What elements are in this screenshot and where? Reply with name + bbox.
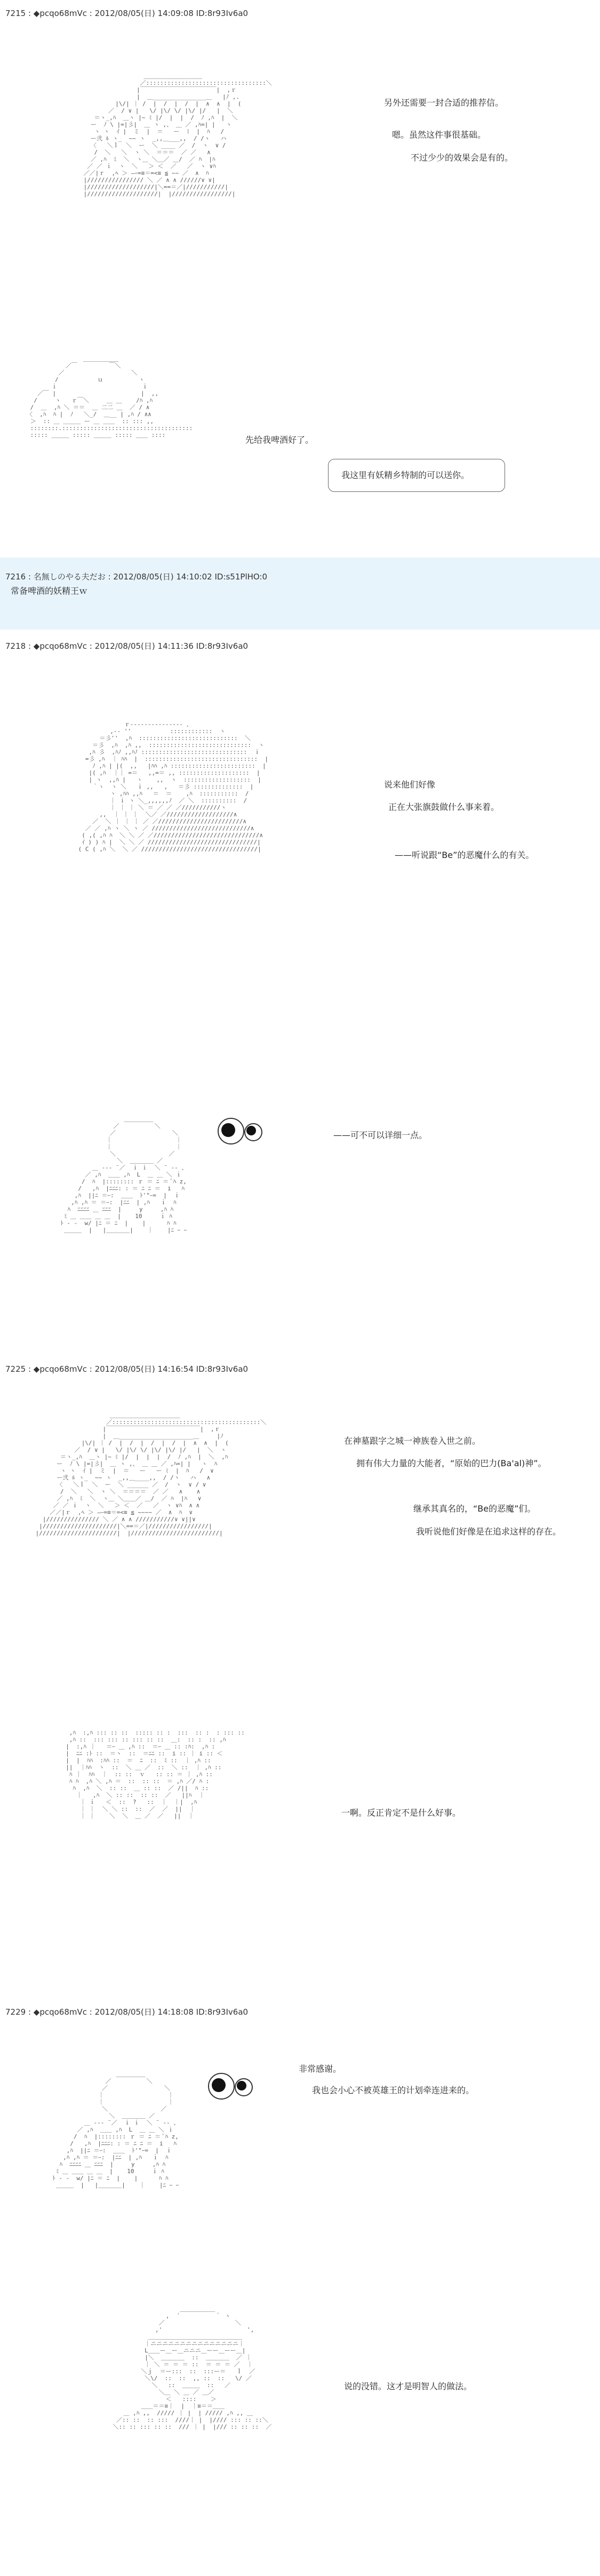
ascii-art-king-2: ＿＿＿＿＿＿＿＿＿＿＿＿ ／::::::::::::::::::::::::::::::::::::::::::＼ |￣￣￣￣￣￣￣￣￣￣￣￣￣￣￣￣| ,ｒ | ＿_____________________＿ |ﾉ |\/| ｜ / | / | / | / | ∧ ∧ | ( ／ / ∨ | \/ |\/ \/ |\/ |\/ |/ | ＼ ヽ ＝ヽ_,ﾊ ＿ヽ |~ ﾐ |/ | | | / ﾉ ,ﾊ | ＼ ,ﾊ ー ﾉ \ |=|彡| ＿ ヽ ,、 ＿ ＿ ／ ,ﾊ=| | ヽ ﾊ ヽ ヽ ｲ | ミ | ＝ ー ー ﾐ | ﾊ / ∨ ー弐 ﾙ ヽ_ ~~ ヽ _,,＿____,, / /ヽ ハ ∧ 〈 ＼ｌ ＼ ー ＼ ______ ／ / ヽ ∨ / ∨ / ＼ ＼ ヽ ＼ ＝＝＝＝ ／ ／ ∧ ∧ ／ ,ﾊ ﾐ ＼ ヽ＿ ＼＿＿／ ＿/ ／ ﾊ |ﾊ ∨ ／ ／ ｉ ヽ ＼ ＞ ＜ ／ ／ ヽ ∨ﾊ ∧ ∧ ／／|ｒ ,ﾍ ＞ ―ｰ=≡＝=<≡ ≦ ~~~~ ／ ∧ ﾊ ∨ |/////////////// ＼ ／ ∧ ∧ ///////////∨ ∨||∨ |/////////////////////|＼==＝／|/////////////////| |//////////////////////| |/////////////////////////| bbox=[35, 1412, 267, 1537]
post-name[interactable]: ◆pcqo68mVc bbox=[33, 641, 87, 651]
post-header-7218: 7218 : ◆pcqo68mVc : 2012/08/05(日) 14:11:36 ID:8r93Iv6a0 bbox=[5, 641, 249, 651]
post-date: 2012/08/05(日) 14:16:54 bbox=[94, 1364, 194, 1374]
ascii-art-creature-3: ＿＿＿＿＿ ／ ＼ ／ ＼ ｜ ｜ ｜ ｜ ＼ ／ ＼ ＿＿＿＿ ／ ＿ -‐‐ ¨／ ｉ ｉ ＼ ¨ ‐‐ 、 ／ ,ﾊ ＿＿ ,ﾊ L ＿ ＿ ＼ ｉ / ﾊ |:::::::: ｒ ＝ ﾆ ＝ ﾞﾊ z, / ,ﾊ |ﾆﾆﾆ: : ＝ ﾆ ﾆ ＝ i ﾊ ,ﾊ ||ﾆ ＝ｰ: ＿＿ ﾄ'"ｰ= | ｉ ,ﾊ ,ﾊ ＝ ＝ｰ: |ﾆﾆ | ,ﾊ ｉ ﾊ ﾊ ﾆﾆﾆﾆ ＿ ﾆﾆﾆ | y ,ﾊ ﾊ ﾐ ＿ ＿＿ ＿ ＿ | 10 ｉ ﾊ ﾄ ‐ ‐ w/ |ﾆ ＝ ﾆ | | ﾊ ﾊ ＿＿＿ | |＿＿＿＿| ｜ |ﾆ ｰ ｰ bbox=[52, 2071, 180, 2189]
post-date: 2012/08/05(日) 14:09:08 bbox=[94, 9, 194, 18]
post-name[interactable]: 名無しのやる夫だお bbox=[33, 572, 106, 582]
ascii-art-creature-2: ＿＿＿＿＿ ／ ＼ ／ ＼ ｜ ｜ ｜ ｜ ＼ ／ ＼ ＿＿＿＿ ／ ＿ -‐‐ ¨／ ｉ ｉ ＼ ¨ ‐‐ 、 ／ ,ﾊ ＿＿ ,ﾊ L ＿ ＿ ＼ ｉ / ﾊ |:::::::: ｒ ＝ ﾆ ＝ ﾞﾊ z, / ,ﾊ |ﾆﾆﾆ: : ＝ ﾆ ﾆ ＝ i ﾊ ,ﾊ ||ﾆ ＝ｰ: ＿＿ ﾄ'"ｰ= | ｉ ,ﾊ ,ﾊ ＝ ＝ｰ: |ﾆﾆ | ,ﾊ ｉ ﾊ ﾊ ﾆﾆﾆﾆ ＿ ﾆﾆﾆ | y ,ﾊ ﾊ ﾐ ＿ ＿＿ ＿ ＿ | 10 ｉ ﾊ ﾄ ‐ ‐ w/ |ﾆ ＝ ﾆ | | ﾊ ﾊ ＿＿＿ | |＿＿＿＿| ｜ |ﾆ ｰ ｰ bbox=[60, 1116, 188, 1234]
post-name[interactable]: ◆pcqo68mVc bbox=[33, 1364, 87, 1374]
post-id[interactable]: ID:8r93Iv6a0 bbox=[196, 9, 249, 18]
post-header-7215: 7215 : ◆pcqo68mVc : 2012/08/05(日) 14:09:08 ID:8r93Iv6a0 bbox=[5, 9, 249, 18]
post-date: 2012/08/05(日) 14:10:02 bbox=[113, 572, 212, 582]
dialogue-line: 拥有伟大力量的大能者，“原始的巴力(Ba'al)神”。 bbox=[356, 1458, 547, 1468]
dialogue-line: 说的没错。这才是明智人的做法。 bbox=[344, 2381, 473, 2391]
dialogue-line: 正在大张旗鼓做什么事来着。 bbox=[388, 802, 500, 812]
dialogue-line: 继承其真名的，“Be的恶魔”们。 bbox=[413, 1504, 536, 1514]
bubble-text: 我这里有妖精乡特制的可以送你。 bbox=[341, 470, 470, 480]
dialogue-line: 一啊。反正肯定不是什么好事。 bbox=[341, 1808, 461, 1818]
ascii-art-hat-figure: ＿＿＿＿＿＿ , ´ ｀ ヽ ／ ＼ ,' ', ＿＿＿＿＿＿＿＿＿＿＿＿＿＿＿＿ ｜ニニニニニニニニニニニニニニニ｜ L＿＿ー＿ー＿ニニニ＿ーー＿ーー＿| |＼ ＿＿＿＿ :: ＿＿＿＿ ／ ｜ ｜ ＼ ＝ ＝ ＝ :: ＝ ＝ ＝ ／ ｜ ＼ｊ ＝ー::: :: :::ー＝ ｌ ／ ＼\/ :: :: ,, :: :: \/ ／ ＼ :: ＿＿＿ :: ／ ＼＿ ＼ ＿ ／ ＿／ ＜ :::: ＞ ＿＿＝＝≡｜ | ｜≡＝＝＿＿ ＿ ,ﾊ ,, ///// ｜ | | ///// ,ﾊ ,, ＿ ／:: :: :: ::: ////｜ | |//// ::: :: ::＼ ＼:: :: ::: :: :: /// ｜ | |/// :: :: :: ／ bbox=[113, 2305, 272, 2430]
post-number: 7216 bbox=[5, 572, 26, 582]
post-date: 2012/08/05(日) 14:18:08 bbox=[94, 2007, 194, 2017]
dialogue-line: 另外还需要一封合适的推荐信。 bbox=[384, 98, 504, 108]
post-name[interactable]: ◆pcqo68mVc bbox=[33, 9, 87, 18]
dialogue-line: 我也会小心不被英雄王的计划牵连进来的。 bbox=[312, 2085, 475, 2095]
ascii-art-villain: ,ﾊ :,ﾊ ::: :: :: ::::: :: : ::: :: : : ::: :: ,ﾊ :: ::: ::: :: ::: :: :: ＿: :: : :: ,ﾊ | :,ﾊ ｜ ＝ｰ ＿ ,ﾊ :: ＝ｰ ＿ :: :ﾊ: ,ﾊ : | ﾆﾆ :ﾄ :: ＝ヽ :: ＝ﾆﾆ :: i :: ｜ i :: ＜ | | ﾊﾊ :ﾊﾊ :: ＝ ﾆ :: ﾐ :: ｜ ,ﾊ :: || ｜ﾊﾊ ヽ :: ＼ ＿ ／ :: ＼ :: ｜ ,ﾊ :: ﾊ ｜ ﾊﾊ ｜ :: :: ｖ :: :: ＝ ｜ ,ﾊ :: ﾊ ﾊ ,ﾊ ＼ ,ﾊ ＝ :: :: :: ＝ ,ﾊ ／/ ﾊ : ﾊ ,ﾊ ＼ :: :: ＿ :: :: ／ /|| ﾊ :: ｜ ,ﾊ ＼ :: :: :: :: ／ ||ﾊ ｜ ｜ ｉ ＜ :: ? :: ｜ ｜| ,ﾊ ｜ ｜ ＼ ＼ :: :: ／ ／ || ｜ ｜ ｜ ＼ ＼ ＿ ／ ／ || ｜ bbox=[66, 1729, 245, 1819]
post-header-7229: 7229 : ◆pcqo68mVc : 2012/08/05(日) 14:18:08 ID:8r93Iv6a0 bbox=[5, 2007, 249, 2017]
reply-text: 常备啤酒的妖精王ｗ bbox=[11, 586, 88, 596]
post-date: 2012/08/05(日) 14:11:36 bbox=[94, 641, 194, 651]
post-number: 7218 bbox=[5, 641, 26, 651]
dialogue-line: 先给我啤酒好了。 bbox=[245, 435, 314, 445]
dialogue-line: 在神墓跟字之城一神族卷入世之前。 bbox=[344, 1436, 481, 1446]
post-number: 7215 bbox=[5, 9, 26, 18]
dialogue-line: 非常感谢。 bbox=[299, 2064, 342, 2074]
post-id[interactable]: ID:8r93Iv6a0 bbox=[196, 2007, 249, 2017]
post-header-7225: 7225 : ◆pcqo68mVc : 2012/08/05(日) 14:16:54 ID:8r93Iv6a0 bbox=[5, 1364, 249, 1374]
dialogue-line: ——听说跟“Be”的恶魔什么的有关。 bbox=[395, 850, 534, 860]
ascii-art-king-1: ＿＿＿＿＿＿＿＿＿＿ ／::::::::::::::::::::::::::::::::::＼ |￣￣￣￣￣￣￣￣￣￣￣￣￣| ,ｒ | ＿_______________＿ |ﾉ ,. |\/| ｜ / | / | / | ∧ ∧ | ( ／ / ∨ | \/ |\/ \/ |\/ |/ | ＼ ＝ヽ_,ﾊ ＿ヽ |~ ﾐ |/ | | / ﾉ ,ﾊ | ＼ ー ﾉ \ |=|彡| ＿ ヽ ,、 ＿ ／ ,ﾊ=| | ヽ ヽ ヽ ｲ | ミ | ＝ ー ﾐ | ﾊ / ー弐 ﾙ ヽ_ ~~ ヽ _,,＿___,, / /ヽ ハ 〈 ＼ｌ ＼ ー ＼ ____ ／ / ヽ ∨ / / ＼ ＼ ヽ ＼ ＝＝＝ ／ ／ ∧ ／ ,ﾊ ﾐ ＼ ヽ＿ ＼＿／ ＿/ ／ ﾊ |ﾊ ／ ／ ｉ ヽ ＼ ＞ ＜ ／ ／ ヽ ∨ﾊ ／／|ｒ ,ﾍ ＞ ―ｰ=≡＝=<≡ ≦ ~~ ／ ∧ ﾊ |//////////////// ＼ ／ ∧ ∧ //////∨ ∨| |///////////////////|＼==＝／|///////////| |////////////////////| |/////////////////| bbox=[83, 73, 272, 197]
post-number: 7229 bbox=[5, 2007, 26, 2017]
reply-band bbox=[0, 558, 600, 630]
dialogue-line: 嗯。虽然这件事很基础。 bbox=[392, 130, 486, 140]
dialogue-line: ——可不可以详细一点。 bbox=[333, 1130, 428, 1140]
post-id[interactable]: ID:8r93Iv6a0 bbox=[196, 1364, 249, 1374]
post-name[interactable]: ◆pcqo68mVc bbox=[33, 2007, 87, 2017]
ascii-art-man: ｒ‐‐‐‐‐‐‐‐‐‐‐‐‐‐‐ 、 ,-‐ '' :::::::::::: ヽ ＝彡'' ,ﾊ :::::::::::::::::::::::::::: ＼ ＝彡 ,ﾊ ,ﾊ ,, ::::::::::::::::::::::::::::: ヽ ,ﾊ 彡 ,ﾊﾉ ,,ﾊﾉ :::::::::::::::::::::::::::::: ｉ =彡 ,ﾊ ｜ ﾊﾊ | :::::::::::::::::::::::::::::::: | ﾉ ,ﾊ | |( ,, |ﾊﾊ ,ﾊ :::::::::::::::::::::::: | |( ,ﾊ ｜｜ =＝ ,,=＝ ,, :::::::::::::::::::: | | ヽ ,,ﾊ | ヽ ,, ヽ ::::::::::::::::::: | ｀ヽ ヽ ＼ ｉ ,, , ＝彡 :::::::::::::: | ヽ ,ﾊﾊ ,,ﾊ ＝ ＝ ,ﾊ ::::::::::: / ｜ ｉ ヽ ＼_,,,,,,ﾉ ／ ＼ :::::::::: / ｜ ｜ ｜ ＼ ＝ ／ ／ ／///////////ヽ ,, ｜ ｜ ｜ ＼／ ／///////////////////∧ ／ ＼ ｜ ｜ ｜ ／ ／////////////////////////∧ ／ ／ ,ﾊ ヽ ＼ ヽ ／ ////////////////////////////∧ ( ,( ,ﾊ ﾊ ＼ ＼ ／ ／//////////////////////////////∧ ｲ ) ) ﾊ | ＼ ＼ ／ ///////////////////////////////| ( C ( ,ﾊ ＼ ＼ ／ /////////////////////////////////| bbox=[78, 721, 269, 853]
dialogue-line: 不过少少的效果会是有的。 bbox=[411, 153, 514, 163]
post-id[interactable]: ID:s51PlHO:0 bbox=[214, 572, 268, 582]
post-header-7216: 7216 : 名無しのやる夫だお : 2012/08/05(日) 14:10:02 ID:s51PlHO:0 bbox=[5, 572, 268, 582]
dialogue-line: 我听说他们好像是在追求这样的存在。 bbox=[416, 1526, 562, 1537]
dialogue-line: 说来他们好像 bbox=[384, 780, 436, 790]
ascii-art-creature-1: ＿＿＿＿＿＿ ／￣ ￣＼ ／ ＼ / ｕ ヽ ｉ ｉ ／￣ | | ,, / ヽ ｒ￣＼ ＿ ＿ /ﾊ ,ﾊ / ＿ ,ﾊ ＼ ＝＝ ＿ 二二 ＿ ／ / ∧ 〈 ,ﾊ ﾊ | ﾉ ＼_/ ＿__ | ,ﾊ / ∧∧ ＞ :: ＿ ＿＿＿ ー ＿ ＿＿ :: ::: ,, ::::::::.::::::::::::::::::::::::::::::::::::: ::::: ＿＿＿ ::::: ＿＿＿ ::::: ＿＿ :::: bbox=[27, 355, 193, 439]
post-id[interactable]: ID:8r93Iv6a0 bbox=[196, 641, 249, 651]
post-number: 7225 bbox=[5, 1364, 26, 1374]
